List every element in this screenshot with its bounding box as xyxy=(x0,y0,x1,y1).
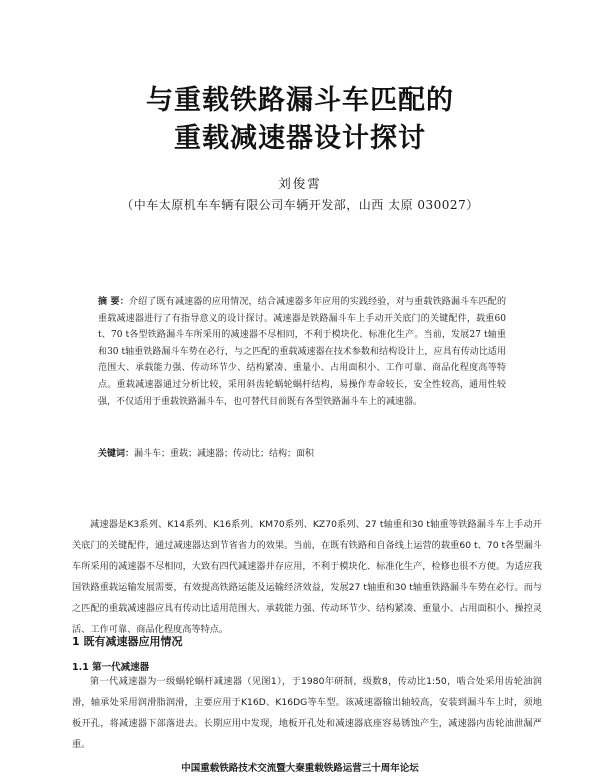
section-1-heading: 1 既有减速器应用情况 xyxy=(72,635,183,648)
footer: 中国重载铁路技术交流暨大秦重载铁路运营三十周年论坛 xyxy=(181,763,419,774)
author: 刘俊霄 xyxy=(278,176,322,191)
intro-paragraph: 减速器是K3系列、K14系列、K16系列、KM70系列、KZ70系列、27 t轴重和30 t轴重等铁路漏斗车上手动开关底门的关键配件，通过减速器达到节省省力的效果。当前，在既有铁路和自备线上运营的载重60 t、70 t各型漏斗车所采用的减速器不尽相同，大致有四代减速器并存应用，不利于模块化、标准化生产，检修也很不方便。为适应我国铁路重载运输发展需要，有效提高铁路运能及运输经济效益，发展27 t轴重和30 t轴重铁路漏斗车势在必行。而与之匹配的重载减速器应具有传动比适用范围大、承载能力强、传动环节少、结构紧凑、重量小、占用面积小、操控灵活、工作可靠、商品化程度高等特点。 xyxy=(72,519,542,635)
section-1-1-heading: 1.1 第一代减速器 xyxy=(72,662,150,673)
keywords xyxy=(98,446,506,459)
abstract xyxy=(98,294,506,410)
keywords-label: 关键词： xyxy=(98,449,135,459)
abstract-text: 介绍了既有减速器的应用情况，结合减速器多年应用的实践经验，对与重载铁路漏斗车匹配的重载减速器进行了有指导意义的设计探讨。减速器是铁路漏斗车上手动开关底门的关键配件，载重60 t、70 t各型铁路漏斗车所采用的减速器不尽相同，不利于模块化、标准化生产。当前，发展27 t轴重和30 t轴重铁路漏斗车势在必行，与之匹配的重载减速器在技术参数和结构设计上，应具有传动比适用范围大、承载能力强、传动环节少、结构紧凑、重量小、占用面积小、工作可靠、商品化程度高等特点。重载减速器通过分析比较，采用斜齿轮蜗轮蜗杆结构，易操作寿命较长，安全性较高，通用性较强，不仅适用于重载铁路漏斗车，也可替代目前既有各型铁路漏斗车上的减速器。 xyxy=(98,297,506,407)
title-line-1: 与重载铁路漏斗车匹配的 xyxy=(146,85,454,116)
keywords-text: 漏斗车；重载；减速器；传动比；结构；面积 xyxy=(134,449,315,459)
section-1-1-paragraph: 第一代减速器为一级蜗轮蜗杆减速器（见图1），于1980年研制，级数8，传动比1:50，啮合处采用齿轮油润滑，轴承处采用润滑脂润滑，主要应用于K16D、K16DG等车型。该减速器输出轴较高，安装到漏斗车上时，须地板开孔，将减速器下部落进去。长期应用中发现，地板开孔处和减速器底座容易锈蚀产生，减速器内齿轮油泄漏严重。 xyxy=(72,676,542,750)
abstract-label: 摘 要： xyxy=(98,297,129,307)
title-line-2: 重载减速器设计探讨 xyxy=(174,123,426,154)
affiliation: （中车太原机车车辆有限公司车辆开发部，山西 太原 030027） xyxy=(121,198,479,212)
